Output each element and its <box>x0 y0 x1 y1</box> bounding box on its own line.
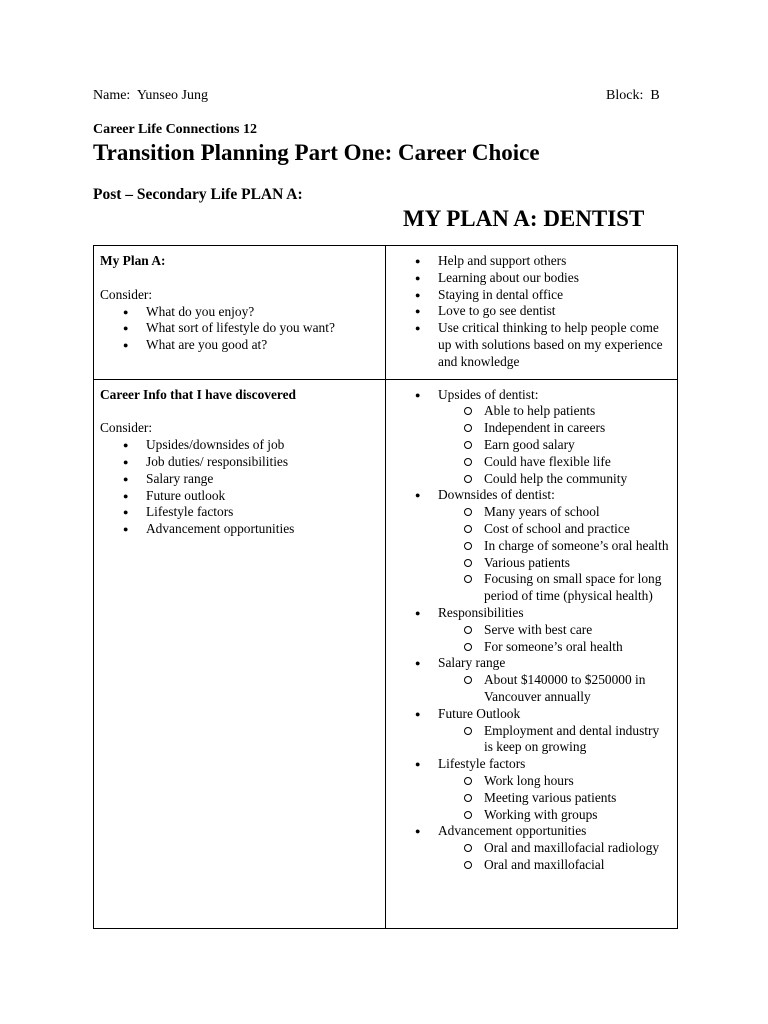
section-item <box>392 655 669 705</box>
sub-list-item: In charge of someone’s oral health <box>438 538 669 555</box>
sub-list-item: Meeting various patients <box>438 790 669 807</box>
section-heading: Upsides of dentist: <box>438 386 539 402</box>
section-heading: Salary range <box>438 655 506 671</box>
career-prompt-cell <box>94 379 386 928</box>
course-name: Career Life Connections 12 <box>93 122 257 137</box>
list-item: ● Future outlook <box>100 488 379 505</box>
list-item: ● Staying in dental office <box>392 287 669 304</box>
block-value: B <box>650 88 660 103</box>
list-item: ● Help and support others <box>392 253 669 270</box>
consider-list <box>100 437 379 538</box>
sub-list-item: Serve with best care <box>438 622 669 639</box>
student-block <box>606 88 660 104</box>
cell-title: Career Info that I have discovered <box>100 386 297 402</box>
sub-list-item: Could help the community <box>438 471 669 488</box>
sub-list-item: About $140000 to $250000 in Vancouver annually <box>438 672 669 706</box>
table-row-plan <box>94 246 678 380</box>
section-item <box>392 605 669 655</box>
list-item: ● What do you enjoy? <box>100 304 379 321</box>
sub-list <box>438 403 669 487</box>
sub-list-item: Employment and dental industry is keep on growing <box>438 723 669 757</box>
sub-list-item: Work long hours <box>438 773 669 790</box>
section-heading: Downsides of dentist: <box>438 487 555 503</box>
plan-prompt-cell <box>94 246 386 380</box>
sub-list-item: Independent in careers <box>438 420 669 437</box>
sub-list-item: Many years of school <box>438 504 669 521</box>
sub-list-item: Able to help patients <box>438 403 669 420</box>
name-label: Name: <box>93 88 131 103</box>
sub-list-item: Focusing on small space for long period of time (physical health) <box>438 571 669 605</box>
career-answer-cell <box>386 379 678 928</box>
student-name <box>93 88 208 104</box>
sub-list <box>438 504 669 605</box>
sub-list-item: Earn good salary <box>438 437 669 454</box>
list-item: ● What are you good at? <box>100 337 379 354</box>
plan-answer-cell <box>386 246 678 380</box>
list-item: ● Salary range <box>100 471 379 488</box>
sub-list <box>438 622 669 656</box>
sub-list <box>438 773 669 823</box>
sub-list <box>438 672 669 706</box>
name-value: Yunseo Jung <box>136 88 208 103</box>
sub-list-item: Oral and maxillofacial radiology <box>438 840 669 857</box>
section-item <box>392 387 669 488</box>
sub-list-item: Cost of school and practice <box>438 521 669 538</box>
list-item: ● Job duties/ responsibilities <box>100 454 379 471</box>
list-item: ● Love to go see dentist <box>392 303 669 320</box>
plan-heading: MY PLAN A: DENTIST <box>403 206 645 231</box>
section-item <box>392 706 669 756</box>
consider-label: Consider: <box>100 286 153 302</box>
list-item: ● What sort of lifestyle do you want? <box>100 320 379 337</box>
sub-list <box>438 723 669 757</box>
list-item: ● Learning about our bodies <box>392 270 669 287</box>
sub-list-item: Working with groups <box>438 807 669 824</box>
consider-list <box>100 304 379 354</box>
list-item: ● Advancement opportunities <box>100 521 379 538</box>
table-row-career-info <box>94 379 678 928</box>
section-heading: Future Outlook <box>438 705 521 721</box>
list-item: ● Lifestyle factors <box>100 504 379 521</box>
page-title: Transition Planning Part One: Career Choice <box>93 140 540 165</box>
section-heading: Responsibilities <box>438 604 524 620</box>
sub-list-item: Oral and maxillofacial <box>438 857 669 874</box>
block-label: Block: <box>606 88 644 103</box>
section-heading: Lifestyle factors <box>438 756 526 772</box>
career-info-list <box>392 387 669 874</box>
sub-list-item: Various patients <box>438 555 669 572</box>
section-heading: Advancement opportunities <box>438 823 587 839</box>
answer-list <box>392 253 669 371</box>
sub-list-item: For someone’s oral health <box>438 639 669 656</box>
list-item: ● Use critical thinking to help people come up with solutions based on my experience and knowledge <box>392 320 669 370</box>
section-item <box>392 487 669 605</box>
consider-label: Consider: <box>100 420 153 436</box>
planning-table <box>93 245 678 929</box>
sub-list-item: Could have flexible life <box>438 454 669 471</box>
list-item: ● Upsides/downsides of job <box>100 437 379 454</box>
sub-list <box>438 840 669 874</box>
section-subtitle: Post – Secondary Life PLAN A: <box>93 186 303 203</box>
section-item <box>392 823 669 873</box>
section-item <box>392 756 669 823</box>
cell-title: My Plan A: <box>100 253 166 268</box>
